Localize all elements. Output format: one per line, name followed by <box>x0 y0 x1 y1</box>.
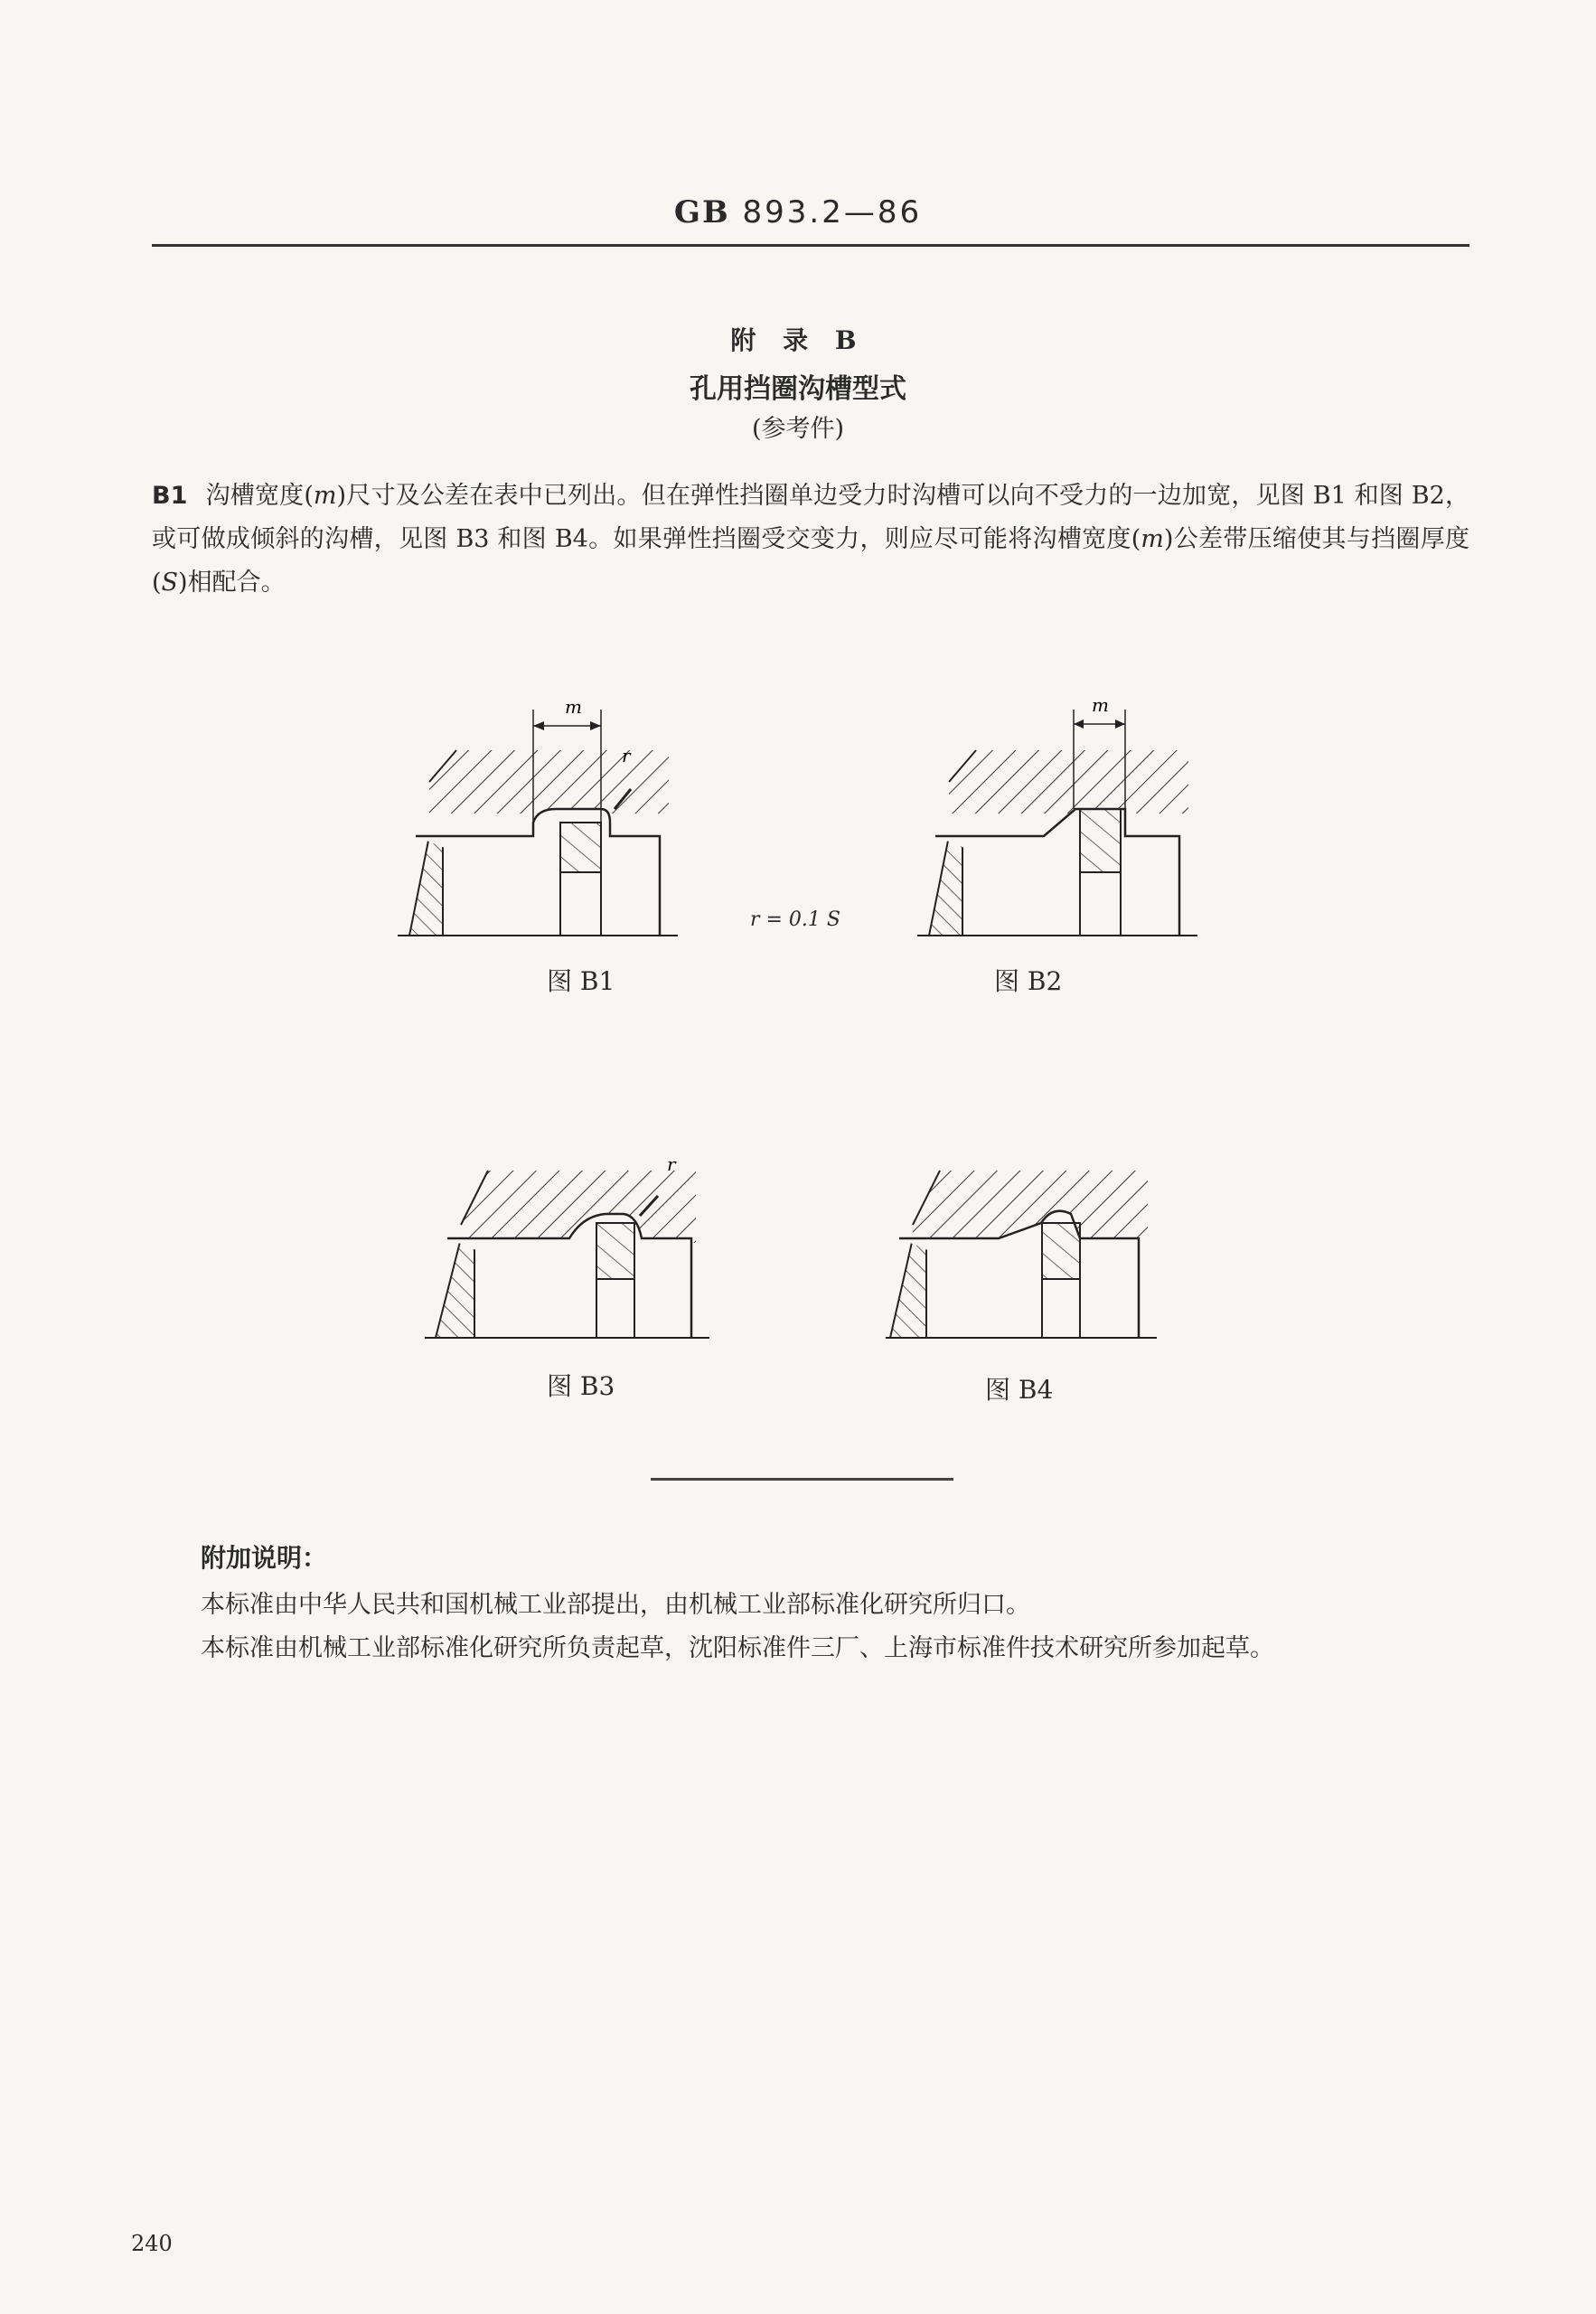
figure-b3 <box>425 1143 714 1415</box>
symbol-s: S <box>161 569 179 597</box>
note-line: 本标准由机械工业部标准化研究所负责起草，沈阳标准件三厂、上海市标准件技术研究所参加起草。 <box>201 1634 1274 1662</box>
radius-formula: r = 0.1 S <box>750 908 840 931</box>
document-header <box>0 194 1596 230</box>
standard-prefix: GB <box>673 194 730 230</box>
figure-caption: 图 B3 <box>547 1371 615 1401</box>
note-line: 本标准由中华人民共和国机械工业部提出，由机械工业部标准化研究所归口。 <box>201 1591 1030 1619</box>
appendix-label: 附 录 B <box>730 325 866 355</box>
appendix-title: 孔用挡圈沟槽型式 <box>690 373 906 405</box>
symbol-m: m <box>313 482 337 510</box>
header-rule <box>152 244 1469 247</box>
section-divider <box>651 1478 953 1481</box>
clause-label: B1 <box>152 482 188 510</box>
figure-caption: 图 B1 <box>547 966 615 996</box>
figure-b2 <box>913 691 1211 996</box>
notes-title: 附加说明： <box>201 1543 328 1573</box>
symbol-m: m <box>1141 525 1164 553</box>
figure-b1 <box>389 691 687 996</box>
clause-text-3: )公差带压缩使其与挡圈厚度( <box>152 525 1469 597</box>
clause-b1 <box>152 475 1469 605</box>
clause-text-4: )相配合。 <box>178 569 286 597</box>
notes-body <box>152 1584 1469 1670</box>
clause-text-1: 沟槽宽度( <box>205 482 314 510</box>
radius-r-label: r <box>622 745 631 767</box>
figure-caption: 图 B4 <box>985 1375 1054 1405</box>
page-number: 240 <box>131 2231 173 2256</box>
dim-m-label: m <box>1092 694 1109 716</box>
clause-text-2: )尺寸及公差在表中已列出。但在弹性挡圈单边受力时沟槽可以向不受力的一边加宽，见图 B1 和图 B2，或可做成倾斜的沟槽，见图 B3 和图 B4。如果弹性挡圈受交变力，则应尽可能将沟槽宽度( <box>152 482 1469 553</box>
dim-m-label: m <box>565 696 582 718</box>
figure-b4 <box>886 1143 1175 1415</box>
figure-caption: 图 B2 <box>994 966 1063 996</box>
radius-r-label: r <box>667 1153 676 1175</box>
standard-number: 893.2—86 <box>729 194 923 230</box>
appendix-type: (参考件) <box>751 415 845 443</box>
